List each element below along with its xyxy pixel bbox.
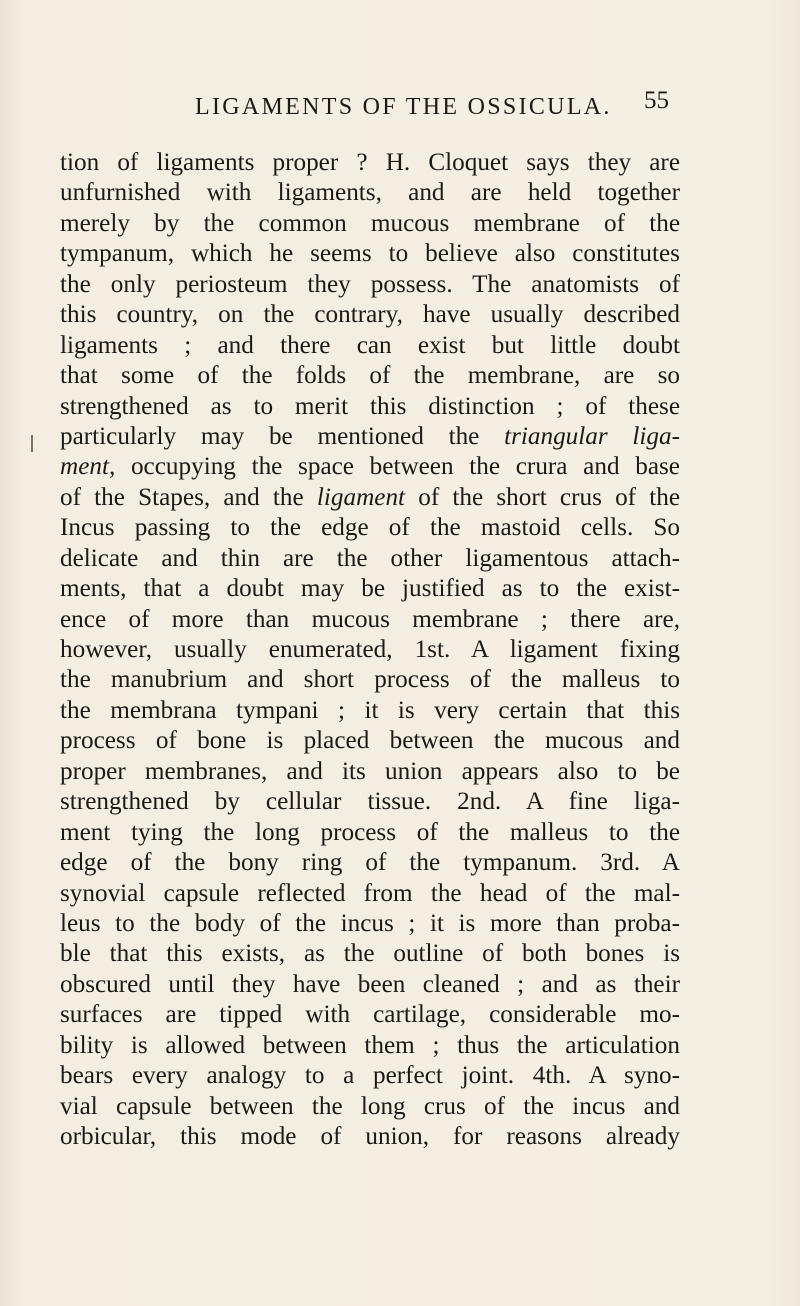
text-line: the manubrium and short process of the malleus to (60, 666, 680, 694)
italic-term: triangular liga- (504, 422, 680, 450)
text-line: however, usually enumerated, 1st. A ligament fixing (60, 636, 680, 663)
text-line: ble that this exists, as the outline of both bones is (60, 940, 680, 968)
text-line: leus to the body of the incus ; it is more than proba- (60, 909, 680, 937)
text-line: unfurnished with ligaments, and are held together (60, 179, 680, 207)
text-line-with-italic (60, 483, 680, 513)
text-line: ligaments ; and there can exist but little doubt (60, 331, 680, 359)
text-line-with-italic (60, 452, 680, 482)
page-header (195, 87, 675, 126)
text-line: strengthened as to merit this distinction ; of these (60, 392, 680, 420)
italic-term: ligament (316, 483, 406, 511)
text-line: synovial capsule reflected from the head of the mal- (60, 879, 680, 907)
text-line: delicate and thin are the other ligamentous attach- (60, 544, 680, 572)
text-line: ence of more than mucous membrane ; there are, (60, 605, 680, 633)
running-head: LIGAMENTS OF THE OSSICULA. (195, 94, 612, 120)
text-line: ment tying the long process of the malleus to the (60, 818, 680, 846)
text-line: the only periosteum they possess. The anatomists of (60, 270, 680, 298)
text-line: strengthened by cellular tissue. 2nd. A fine liga- (60, 788, 680, 816)
text-line: merely by the common mucous membrane of the (60, 209, 680, 237)
text-line: vial capsule between the long crus of the incus and (60, 1092, 680, 1120)
page-number: 55 (644, 87, 669, 114)
text-line: proper membranes, and its union appears also to be (60, 757, 680, 785)
text-line-with-italic (60, 422, 680, 452)
text-line: bility is allowed between them ; thus the articulation (60, 1031, 680, 1059)
line-text: of the short crus of the (405, 483, 681, 511)
text-line: that some of the folds of the membrane, are so (60, 362, 680, 390)
text-line: ments, that a doubt may be justified as to the exist- (60, 575, 680, 603)
text-line: surfaces are tipped with cartilage, considerable mo- (60, 1001, 680, 1029)
text-line: bears every analogy to a perfect joint. 4th. A syno- (60, 1062, 680, 1090)
text-line: obscured until they have been cleaned ; and as their (60, 970, 680, 998)
text-line: tion of ligaments proper ? H. Cloquet says they are (60, 149, 680, 176)
page-body-text (60, 148, 680, 1152)
line-text: occupying the space between the crura and base (115, 453, 680, 481)
text-line: the membrana tympani ; it is very certain that this (60, 696, 680, 724)
line-text: of the Stapes, and the (60, 483, 317, 511)
italic-term: ment, (60, 453, 116, 481)
text-line: orbicular, this mode of union, for reasons already (60, 1123, 680, 1150)
line-text: particularly may be mentioned the (60, 422, 505, 450)
text-line: edge of the bony ring of the tympanum. 3rd. A (60, 849, 680, 877)
text-line: tympanum, which he seems to believe also constitutes (60, 240, 680, 268)
text-line: Incus passing to the edge of the mastoid cells. So (60, 514, 680, 542)
text-line: this country, on the contrary, have usually described (60, 301, 680, 329)
text-line: process of bone is placed between the mucous and (60, 727, 680, 755)
margin-mark (31, 435, 33, 452)
